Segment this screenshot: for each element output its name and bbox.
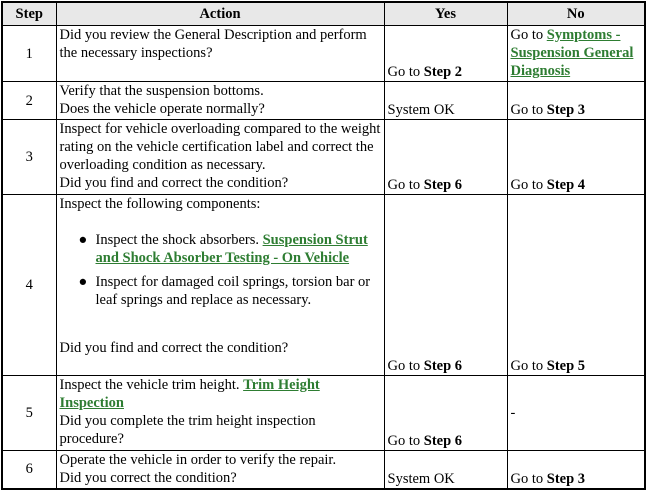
yes-prefix: Go to: [387, 433, 421, 449]
yes-cell: System OK: [384, 451, 507, 489]
header-row: [2, 2, 645, 26]
yes-step-ref: Step 2: [423, 64, 463, 80]
action-question: Did you complete the trim height inspection procedure?: [59, 413, 316, 447]
action-cell: [56, 195, 384, 376]
action-cell: [56, 376, 384, 451]
bullet-icon: ●: [78, 232, 88, 248]
header-no: No: [507, 2, 645, 26]
no-step-ref: Step 3: [546, 470, 586, 487]
no-cell: [507, 82, 645, 120]
bullet-icon: ●: [78, 274, 88, 290]
no-prefix: Go to: [510, 27, 544, 43]
bullet-text: Inspect the shock absorbers.: [95, 232, 259, 248]
step-number: 5: [2, 376, 56, 451]
header-yes: Yes: [384, 2, 507, 26]
table-row: [2, 26, 645, 82]
no-cell: [507, 26, 645, 82]
action-question: Did you correct the condition?: [59, 470, 237, 486]
step-number: 1: [2, 26, 56, 82]
yes-cell: [384, 26, 507, 82]
action-cell: [56, 120, 384, 195]
yes-prefix: Go to: [387, 177, 421, 193]
no-cell: [507, 195, 645, 376]
action-text: Inspect for vehicle overloading compared to the weight rating on the vehicle certification label and correct the overloading condition as necessary.: [59, 121, 381, 173]
action-text: Inspect the vehicle trim height.: [59, 377, 240, 393]
action-cell: [56, 451, 384, 489]
yes-prefix: Go to: [387, 358, 421, 374]
yes-prefix: Go to: [387, 64, 421, 80]
action-question: Did you find and correct the condition?: [59, 340, 289, 356]
step-number: 6: [2, 451, 56, 489]
list-item: [78, 231, 381, 267]
no-step-ref: Step 4: [546, 177, 586, 193]
action-text: Did you review the General Description and perform the necessary inspections?: [56, 26, 384, 82]
table-row: [2, 195, 645, 376]
no-cell: -: [507, 376, 645, 451]
table-row: [2, 120, 645, 195]
step-number: 2: [2, 82, 56, 120]
list-item: [78, 273, 381, 309]
table-row: [2, 451, 645, 489]
bullet-text: Inspect for damaged coil springs, torsion bar or leaf springs and replace as necessary.: [95, 274, 371, 308]
no-prefix: Go to: [510, 358, 544, 374]
action-question: Does the vehicle operate normally?: [59, 101, 265, 117]
no-prefix: Go to: [510, 470, 544, 487]
diagnostic-table: [1, 1, 646, 490]
header-action: Action: [56, 2, 384, 26]
no-prefix: Go to: [510, 102, 544, 118]
action-question: Did you find and correct the condition?: [59, 175, 289, 191]
shock-absorber-testing-link[interactable]: Suspension Strut and Shock Absorber Testing - On Vehicle: [95, 232, 368, 266]
no-prefix: Go to: [510, 177, 544, 193]
yes-cell: [384, 376, 507, 451]
step-number: 4: [2, 195, 56, 376]
yes-cell: [384, 195, 507, 376]
yes-step-ref: Step 6: [423, 177, 463, 193]
header-step: Step: [2, 2, 56, 26]
no-cell: [507, 451, 645, 489]
yes-cell: [384, 120, 507, 195]
trim-height-inspection-link[interactable]: Trim Height Inspection: [59, 377, 320, 411]
yes-step-ref: Step 6: [423, 358, 463, 374]
table-row: [2, 376, 645, 451]
yes-cell: System OK: [384, 82, 507, 120]
no-step-ref: Step 5: [546, 358, 586, 374]
yes-step-ref: Step 6: [423, 433, 463, 449]
table-row: [2, 82, 645, 120]
action-text: Operate the vehicle in order to verify the repair.: [59, 452, 337, 468]
step-number: 3: [2, 120, 56, 195]
action-intro: Inspect the following components:: [59, 196, 261, 212]
component-list: [60, 231, 381, 309]
action-text: Verify that the suspension bottoms.: [59, 83, 264, 99]
action-cell: [56, 82, 384, 120]
symptoms-link[interactable]: Symptoms - Suspension General Diagnosis: [510, 27, 634, 79]
no-step-ref: Step 3: [546, 102, 586, 118]
no-cell: [507, 120, 645, 195]
